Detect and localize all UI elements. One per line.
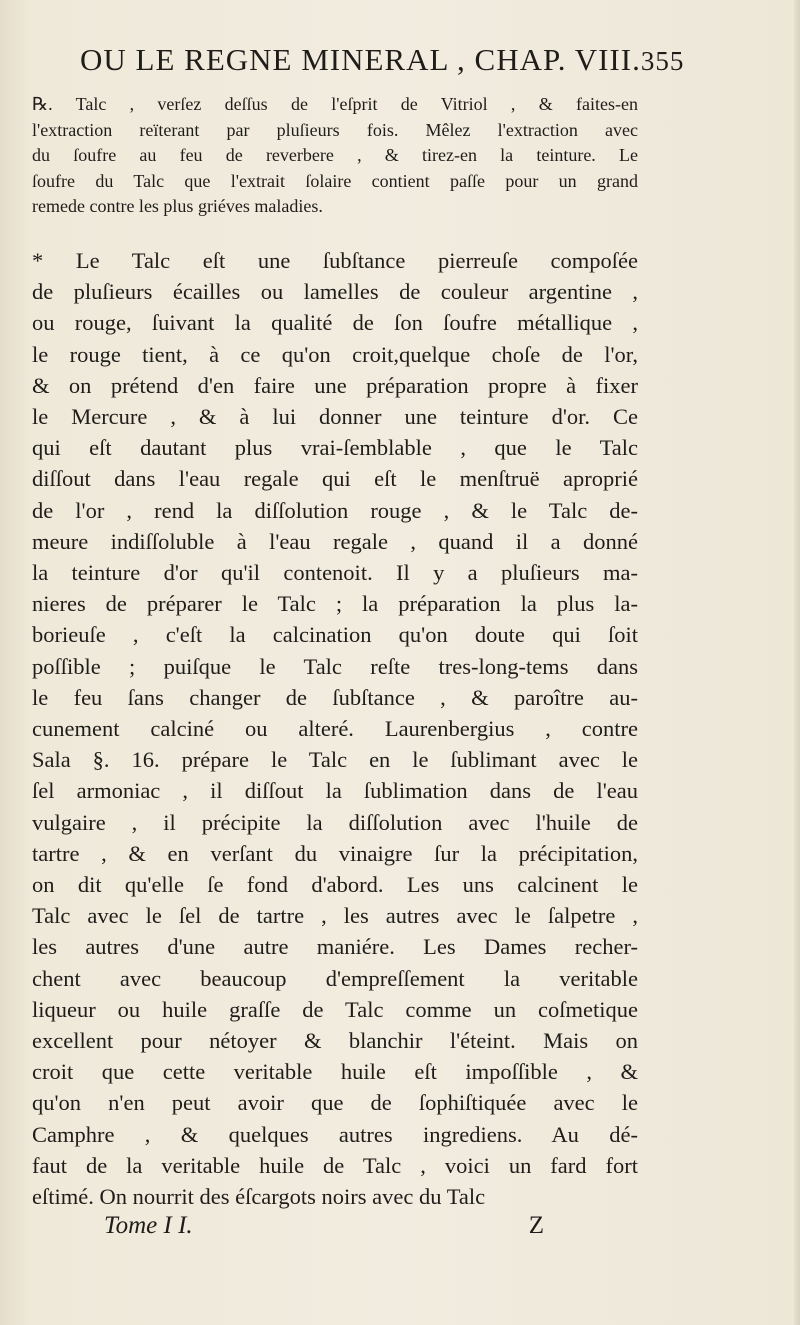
text-line: Camphre , & quelques autres ingrediens. Au dé- <box>32 1121 638 1147</box>
text-line: le Mercure , & à lui donner une teinture d'or. Ce <box>32 404 638 430</box>
main-paragraph <box>32 245 638 1212</box>
page-number: 355 <box>640 46 685 76</box>
recipe-note <box>32 92 638 220</box>
note-line: ℞. Talc , verſez deſſus de l'eſprit de Vitriol , & faites-en <box>32 94 638 114</box>
text-line: ou rouge, ſuivant la qualité de ſon ſoufre métallique , <box>32 310 638 336</box>
note-line: du ſoufre au feu de reverbere , & tirez-en la teinture. Le <box>32 145 638 165</box>
text-line: qui eſt dautant plus vrai-ſemblable , que le Talc <box>32 435 638 461</box>
running-header <box>80 42 685 78</box>
note-line: remede contre les plus griéves maladies. <box>32 196 323 216</box>
text-line: les autres d'une autre maniére. Les Dames recher- <box>32 934 638 960</box>
text-line: eſtimé. On nourrit des éſcargots noirs avec du Talc <box>32 1184 486 1210</box>
text-line: faut de la veritable huile de Talc , voici un fard fort <box>32 1152 638 1178</box>
text-line: & on prétend d'en faire une préparation propre à fixer <box>32 372 638 398</box>
page-footer <box>104 1212 544 1240</box>
text-line: meure indiſſoluble à l'eau regale , quand il a donné <box>32 528 638 554</box>
text-line: diſſout dans l'eau regale qui eſt le menſtruë aproprié <box>32 466 638 492</box>
note-line: l'extraction reïterant par pluſieurs fois. Mêlez l'extraction avec <box>32 119 638 140</box>
text-line: qu'on n'en peut avoir que de ſophiſtiquée avec le <box>32 1090 638 1116</box>
text-line: borieuſe , c'eſt la calcination qu'on doute qui ſoit <box>32 622 638 648</box>
text-line: vulgaire , il précipite la diſſolution avec l'huile de <box>32 809 638 835</box>
note-line: ſoufre du Talc que l'extrait ſolaire contient paſſe pour un grand <box>32 170 638 191</box>
text-line: excellent pour nétoyer & blanchir l'éteint. Mais on <box>32 1028 638 1054</box>
text-line: poſſible ; puiſque le Talc reſte tres-long-tems dans <box>32 653 638 679</box>
page-edge-shadow <box>794 0 800 1325</box>
text-line: Talc avec le ſel de tartre , les autres avec le ſalpetre , <box>32 903 638 929</box>
text-line: le rouge tient, à ce qu'on croit,quelque choſe de l'or, <box>32 341 638 367</box>
text-line: croit que cette veritable huile eſt impoſſible , & <box>32 1059 638 1085</box>
text-line: chent avec beaucoup d'empreſſement la veritable <box>32 965 638 991</box>
text-line: * Le Talc eſt une ſubſtance pierreuſe compoſée <box>32 248 638 273</box>
text-line: Sala §. 16. prépare le Talc en le ſublimant avec le <box>32 747 638 773</box>
running-title: OU LE REGNE MINERAL , CHAP. VIII. <box>80 42 641 77</box>
signature-mark: Z <box>528 1212 544 1239</box>
volume-mark: Tome I I. <box>104 1212 193 1239</box>
text-line: de l'or , rend la diſſolution rouge , & le Talc de- <box>32 497 638 523</box>
text-line: nieres de préparer le Talc ; la préparation la plus la- <box>32 591 638 617</box>
text-line: cunement calciné ou alteré. Laurenbergius , contre <box>32 716 638 742</box>
text-line: on dit qu'elle ſe fond d'abord. Les uns calcinent le <box>32 872 638 898</box>
text-line: le feu ſans changer de ſubſtance , & paroître au- <box>32 684 638 710</box>
text-line: la teinture d'or qu'il contenoit. Il y a pluſieurs ma- <box>32 560 638 586</box>
text-line: tartre , & en verſant du vinaigre ſur la précipitation, <box>32 840 638 866</box>
text-line: ſel armoniac , il diſſout la ſublimation dans de l'eau <box>32 778 638 804</box>
text-line: de pluſieurs écailles ou lamelles de couleur argentine , <box>32 279 638 305</box>
text-line: liqueur ou huile graſſe de Talc comme un coſmetique <box>32 996 638 1022</box>
